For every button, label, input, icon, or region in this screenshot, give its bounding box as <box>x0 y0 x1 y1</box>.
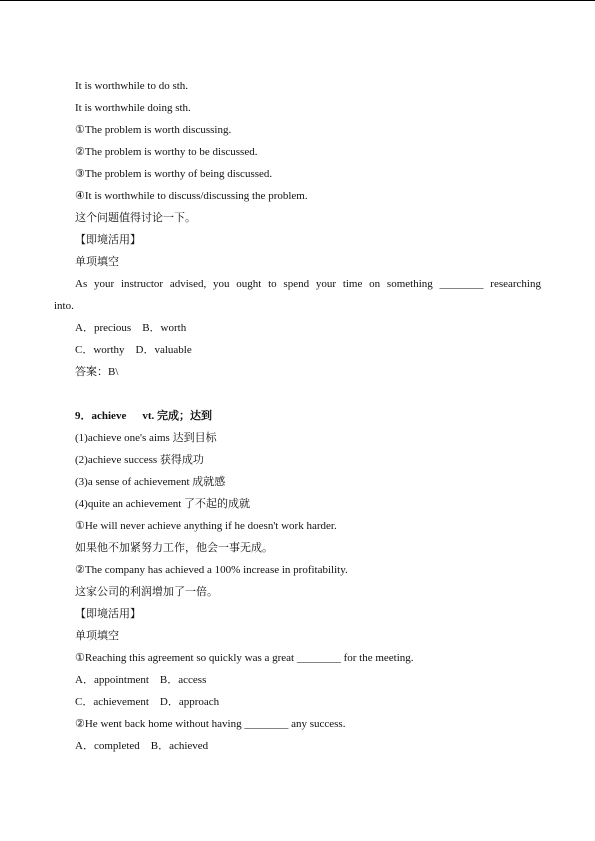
translation-line: 这家公司的利润增加了一倍。 <box>75 586 218 598</box>
phrase-line: (1)achieve one's aims 达到目标 <box>75 432 217 444</box>
example-sentence: ④It is worthwhile to discuss/discussing the problem. <box>75 190 308 202</box>
translation-line: 如果他不加紧努力工作，他会一事无成。 <box>75 542 273 554</box>
example-sentence: ②The problem is worthy to be discussed. <box>75 146 258 158</box>
heading-word: 9．achieve <box>75 410 127 422</box>
heading-definition: vt. 完成；达到 <box>142 410 212 422</box>
exercise-type-label: 单项填空 <box>75 256 119 268</box>
question-text: ②He went back home without having ________ any success. <box>75 718 346 730</box>
question-text-continued: into. <box>54 300 74 312</box>
answer-options: C．worthy D．valuable <box>75 344 192 356</box>
answer-options: C．achievement D．approach <box>75 696 220 708</box>
phrase-line: (2)achieve success 获得成功 <box>75 454 204 466</box>
phrase-line: (3)a sense of achievement 成就感 <box>75 476 226 488</box>
example-sentence: ①He will never achieve anything if he doesn't work harder. <box>75 520 337 532</box>
page-top-rule <box>0 0 595 1</box>
example-sentence: ③The problem is worthy of being discussed. <box>75 168 273 180</box>
example-sentence: ②The company has achieved a 100% increase in profitability. <box>75 564 348 576</box>
exercise-type-label: 单项填空 <box>75 630 119 642</box>
translation-line: 这个问题值得讨论一下。 <box>75 212 196 224</box>
practice-heading: 【即境活用】 <box>75 234 141 246</box>
text-line: It is worthwhile to do sth. <box>75 80 189 92</box>
answer-options: A．appointment B．access <box>75 674 207 686</box>
practice-heading: 【即境活用】 <box>75 608 141 620</box>
answer-options: A．precious B．worth <box>75 322 187 334</box>
phrase-line: (4)quite an achievement 了不起的成就 <box>75 498 251 510</box>
answer-key: 答案：B\ <box>75 366 119 378</box>
section-heading <box>75 409 212 423</box>
text-line: It is worthwhile doing sth. <box>75 102 191 114</box>
example-sentence: ①The problem is worth discussing. <box>75 124 232 136</box>
question-text: ①Reaching this agreement so quickly was a great ________ for the meeting. <box>75 652 414 664</box>
answer-options: A．completed B．achieved <box>75 740 209 752</box>
question-text: As your instructor advised, you ought to spend your time on something ________ researching <box>75 278 541 290</box>
